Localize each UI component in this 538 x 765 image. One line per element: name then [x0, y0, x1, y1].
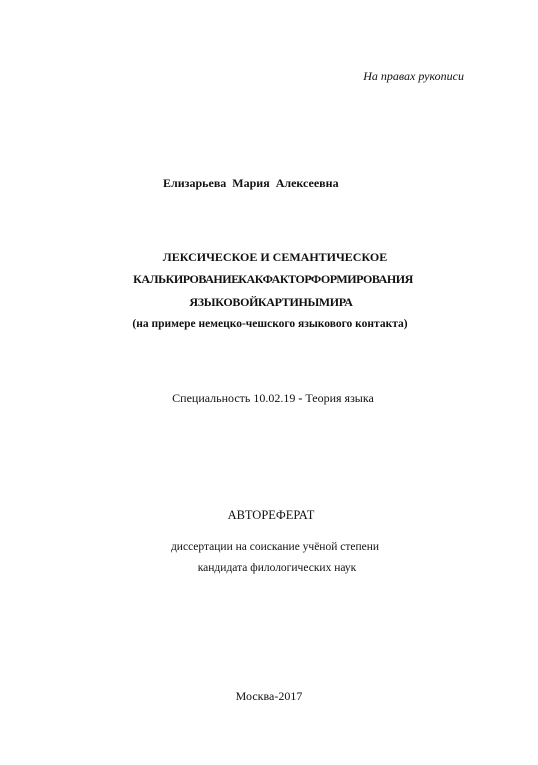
specialty-line — [4, 392, 538, 404]
title-subtitle: (на примере немецко-чешского языкового контакта) — [132, 318, 408, 330]
title-line-2: КАЛЬКИРОВАНИЕ КАК ФАКТОР ФОРМИРОВАНИЯ — [133, 272, 413, 286]
manuscript-rights-note: На правах рукописи — [363, 69, 464, 83]
city-year: Москва-2017 — [235, 689, 303, 703]
title-line-1: ЛЕКСИЧЕСКОЕ И СЕМАНТИЧЕСКОЕ — [162, 250, 388, 264]
abstract-heading: АВТОРЕФЕРАТ — [227, 508, 315, 522]
title-line-3: ЯЗЫКОВОЙ КАРТИНЫ МИРА — [189, 295, 353, 309]
dissertation-line-1: диссертации на соискание учёной степени — [170, 541, 380, 553]
dissertation-line-2: кандидата филологических наук — [197, 562, 357, 574]
specialty-name: Теория языка — [305, 391, 374, 405]
specialty-dash: - — [298, 391, 303, 405]
specialty-code: Специальность 10.02.19 — [172, 391, 296, 405]
author-name: Елизарьева Мария Алексеевна — [163, 176, 339, 190]
